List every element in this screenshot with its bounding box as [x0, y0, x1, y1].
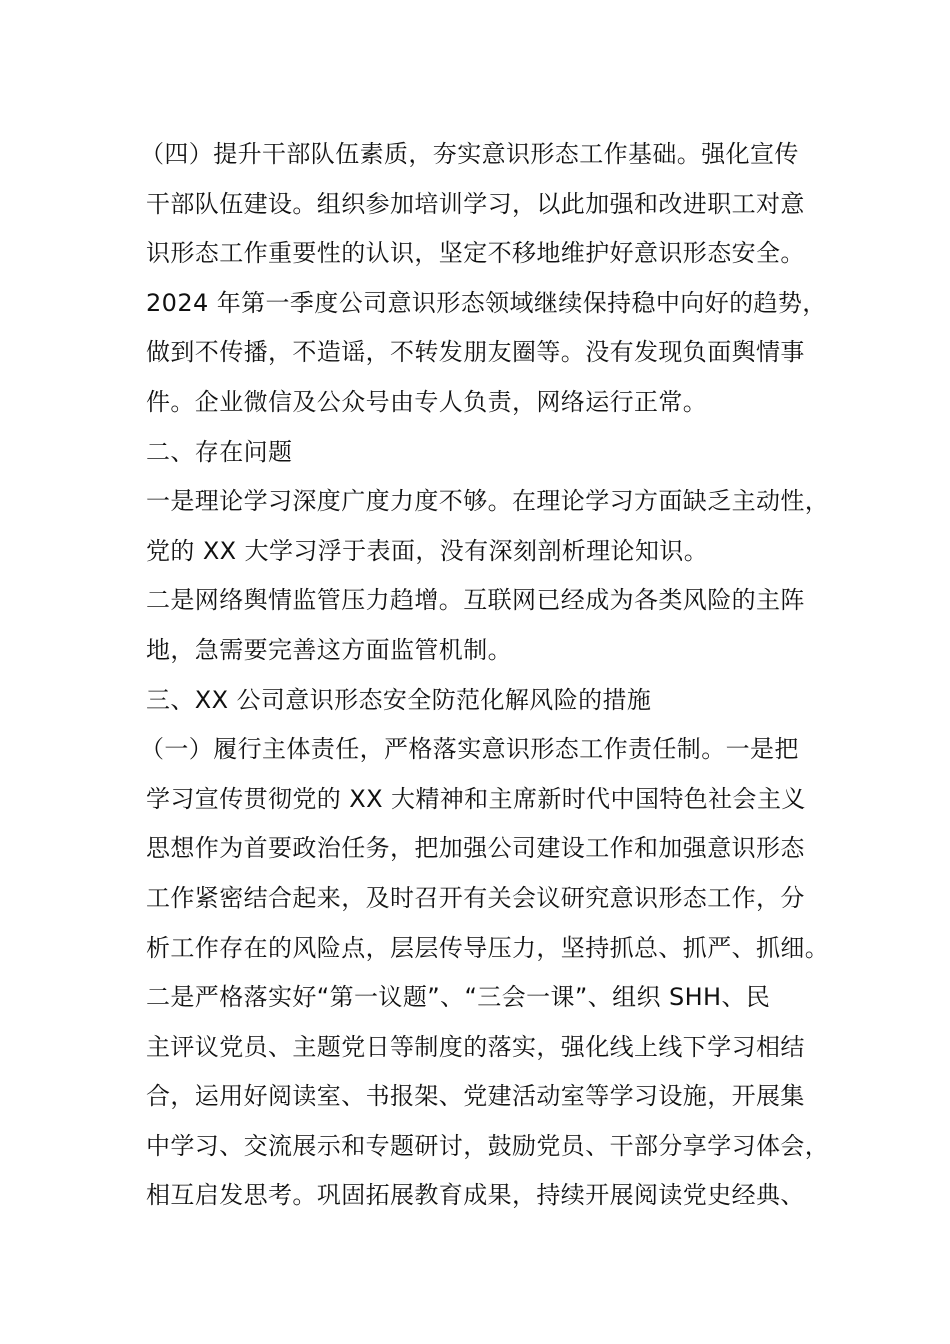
document-body — [140, 130, 830, 1221]
text-line: 二是严格落实好“第一议题”、“三会一课”、组织 SHH、民 — [146, 983, 771, 1012]
text-line: 件。企业微信及公众号由专人负责，网络运行正常。 — [146, 387, 708, 416]
text-line: 干部队伍建设。组织参加培训学习，以此加强和改进职工对意 — [146, 189, 805, 218]
text-line: 工作紧密结合起来，及时召开有关会议研究意识形态工作，分 — [146, 883, 805, 912]
text-line: 相互启发思考。巩固拓展教育成果，持续开展阅读党史经典、 — [146, 1181, 805, 1210]
text-line: 做到不传播，不造谣，不转发朋友圈等。没有发现负面舆情事 — [146, 338, 805, 367]
text-line: 学习宣传贯彻党的 XX 大精神和主席新时代中国特色社会主义 — [146, 784, 806, 813]
text-line: 析工作存在的风险点，层层传导压力，坚持抓总、抓严、抓细。 — [146, 933, 830, 962]
text-line: 合，运用好阅读室、书报架、党建活动室等学习设施，开展集 — [146, 1082, 805, 1111]
text-line: 党的 XX 大学习浮于表面，没有深刻剖析理论知识。 — [146, 536, 709, 565]
text-line: 思想作为首要政治任务，把加强公司建设工作和加强意识形态 — [146, 834, 805, 863]
text-line: 中学习、交流展示和专题研讨，鼓励党员、干部分享学习体会， — [146, 1131, 830, 1160]
text-line: 地，急需要完善这方面监管机制。 — [146, 635, 512, 664]
text-line: （四）提升干部队伍素质，夯实意识形态工作基础。强化宣传 — [140, 140, 799, 168]
text-line: 一是理论学习深度广度力度不够。在理论学习方面缺乏主动性， — [146, 487, 830, 516]
text-line: 主评议党员、主题党日等制度的落实，强化线上线下学习相结 — [146, 1032, 805, 1061]
section-heading: 二、存在问题 — [146, 437, 293, 466]
text-line: 2024 年第一季度公司意识形态领域继续保持稳中向好的趋势， — [146, 288, 827, 317]
text-line: 二是网络舆情监管压力趋增。互联网已经成为各类风险的主阵 — [146, 586, 805, 615]
section-heading: 三、XX 公司意识形态安全防范化解风险的措施 — [146, 685, 652, 714]
text-line: 识形态工作重要性的认识，坚定不移地维护好意识形态安全。 — [146, 239, 805, 268]
text-line: （一）履行主体责任，严格落实意识形态工作责任制。一是把 — [140, 735, 799, 764]
